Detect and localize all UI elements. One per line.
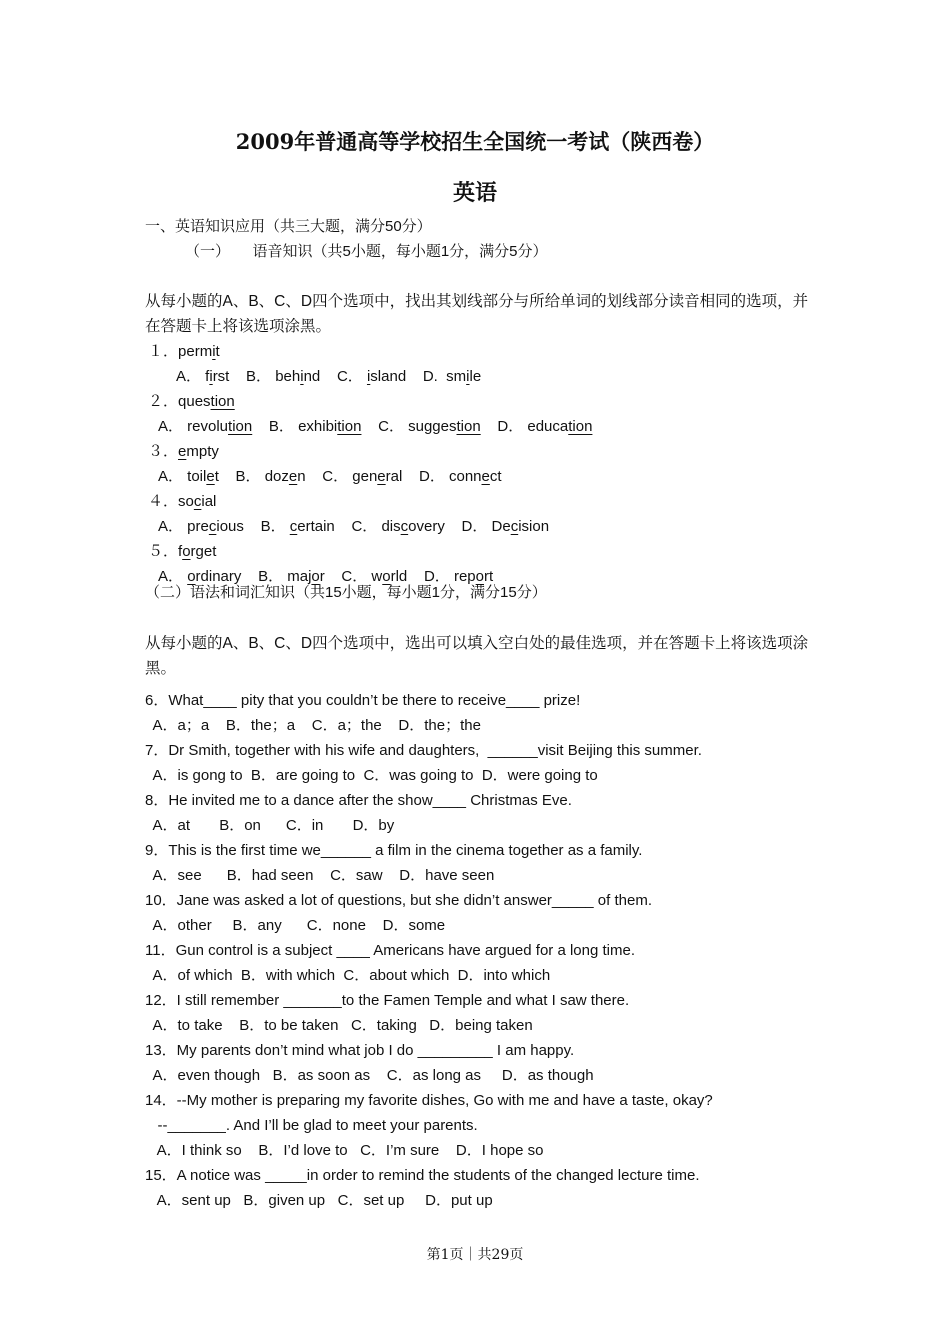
option: A． revolution xyxy=(158,418,253,435)
option-row: A．to take B．to be taken C．taking D．being taken xyxy=(145,1017,533,1034)
option: C． world xyxy=(341,568,408,585)
option: D． Decision xyxy=(461,518,550,535)
option: C． general xyxy=(322,468,403,485)
option-row: A．a；a B．the；a C．a；the D．the；the xyxy=(145,717,481,734)
option: D． connect xyxy=(418,468,502,485)
part2-heading: （二）语法和词汇知识（共15小题，每小题1分，满分15分） xyxy=(145,584,547,601)
option: B． exhibition xyxy=(268,418,362,435)
question-stem: 10．Jane was asked a lot of questions, but she didn’t answer_____ of them. xyxy=(145,892,652,909)
option-row: A．even though B．as soon as C．as long as D．as though xyxy=(145,1067,594,1084)
option: C． suggestion xyxy=(378,418,481,435)
option-row: A．at B．on C．in D．by xyxy=(145,817,395,834)
option-row xyxy=(158,517,549,537)
option: D． education xyxy=(497,418,593,435)
option-row: A．sent up B．given up C．set up D．put up xyxy=(145,1192,493,1209)
option: A． ordinary xyxy=(158,568,242,585)
question-stem: １．permit xyxy=(148,343,220,360)
option: A． precious xyxy=(158,518,244,535)
question-stem: ２．question xyxy=(148,393,235,410)
option: B． behind xyxy=(246,368,321,385)
question-stem: 13．My parents don’t mind what job I do _________ I am happy. xyxy=(145,1042,575,1059)
part1-instruction: 从每小题的A、B、C、D四个选项中，找出其划线部分与所给单词的划线部分读音相同的选项，并在答题卡上将该选项涂黑。 xyxy=(145,293,809,335)
option-row: A．other B．any C．none D．some xyxy=(145,917,446,934)
question-stem: ３．empty xyxy=(148,443,219,460)
question-stem: 15．A notice was _____in order to remind the students of the changed lecture time. xyxy=(145,1167,700,1184)
option: B． dozen xyxy=(235,468,306,485)
question-stem-continued: --_______. And I’ll be glad to meet your parents. xyxy=(145,1117,478,1134)
subject-title: 英语 xyxy=(452,180,497,206)
option: B． certain xyxy=(260,518,335,535)
option: A． first xyxy=(176,368,230,385)
option-row: A．see B．had seen C．saw D．have seen xyxy=(145,867,495,884)
question-stem: 12．I still remember _______to the Famen Temple and what I saw there. xyxy=(145,992,630,1009)
question-stem: 6．What____ pity that you couldn’t be there to receive____ prize! xyxy=(145,692,581,709)
question-stem: 8．He invited me to a dance after the show____ Christmas Eve. xyxy=(145,792,572,809)
part1-heading: （一） 语音知识（共5小题，每小题1分，满分5分） xyxy=(185,243,548,260)
section-heading: 一、英语知识应用（共三大题，满分50分） xyxy=(145,218,432,235)
option: C． island xyxy=(336,368,407,385)
option: A． toilet xyxy=(158,468,219,485)
question-stem: ４．social xyxy=(148,493,217,510)
page-footer: 第1页｜共29页 xyxy=(426,1247,524,1263)
option: D. smile xyxy=(422,368,482,385)
question-stem: 11．Gun control is a subject ____ Americans have argued for a long time. xyxy=(145,942,635,959)
option-row xyxy=(158,417,592,437)
option-row xyxy=(158,467,502,487)
option: B． major xyxy=(258,568,325,585)
exam-title: 2009年普通高等学校招生全国统一考试（陕西卷） xyxy=(235,129,715,154)
question-stem: 9．This is the first time we______ a film in the cinema together as a family. xyxy=(145,842,643,859)
option-row: A．I think so B．I’d love to C．I’m sure D．I hope so xyxy=(145,1142,544,1159)
option: C． discovery xyxy=(351,518,445,535)
part2-instruction: 从每小题的A、B、C、D四个选项中，选出可以填入空白处的最佳选项，并在答题卡上将该选项涂黑。 xyxy=(145,635,809,677)
option-row xyxy=(176,367,481,387)
question-stem: 7．Dr Smith, together with his wife and daughters, ______visit Beijing this summer. xyxy=(145,742,702,759)
option-row: A．is gong to B．are going to C．was going to D．were going to xyxy=(145,767,598,784)
question-stem: ５．forget xyxy=(148,543,217,560)
option-row: A．of which B．with which C．about which D．into which xyxy=(145,967,551,984)
question-stem: 14．--My mother is preparing my favorite dishes, Go with me and have a taste, okay? xyxy=(145,1092,713,1109)
option: D． report xyxy=(423,568,494,585)
